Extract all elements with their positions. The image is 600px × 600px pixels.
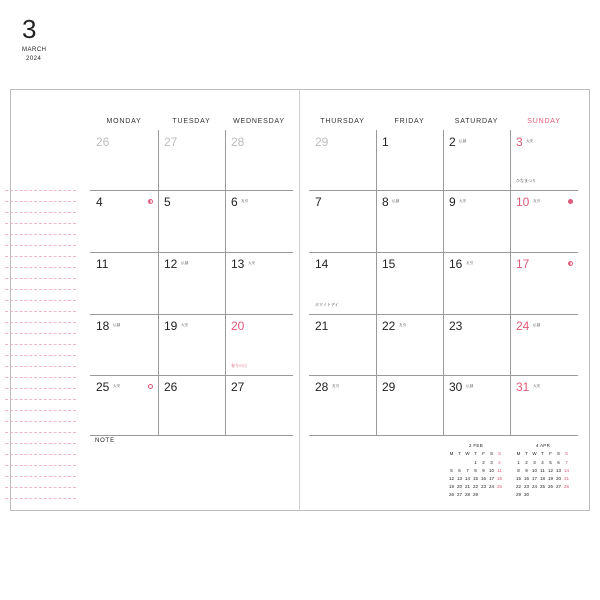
mini-calendar-weekday: F xyxy=(549,451,552,456)
mini-calendar-day: 16 xyxy=(523,476,529,481)
day-number: 10 xyxy=(516,195,530,209)
mini-calendar-day: 27 xyxy=(555,484,561,489)
grid-line xyxy=(309,435,578,436)
mini-calendar-day: 27 xyxy=(456,492,462,497)
memo-line xyxy=(5,300,76,301)
memo-line xyxy=(5,388,76,389)
mini-calendar-weekday: W xyxy=(532,451,537,456)
day-number: 16 xyxy=(449,257,463,271)
day-number: 8 xyxy=(382,195,389,209)
mini-calendar-day: 22 xyxy=(472,484,478,489)
day-number: 20 xyxy=(231,319,245,333)
memo-line xyxy=(5,344,76,345)
mini-calendar-day: 2 xyxy=(482,460,485,465)
memo-line xyxy=(5,399,76,400)
mini-calendar-day: 4 xyxy=(541,460,544,465)
mini-calendar-weekday: M xyxy=(516,451,521,456)
mini-calendar-day: 13 xyxy=(555,468,561,473)
day-number: 17 xyxy=(516,257,530,271)
mini-calendar-day: 17 xyxy=(488,476,494,481)
day-of-week-label: SUNDAY xyxy=(527,118,561,125)
mini-calendar-title: 2 FEB xyxy=(468,443,483,448)
rokuyo-label: 仏滅 xyxy=(392,199,400,203)
mini-calendar-day: 22 xyxy=(515,484,521,489)
mini-calendar-day: 20 xyxy=(555,476,561,481)
rokuyo-label: 大安 xyxy=(181,323,189,327)
mini-calendar-day: 20 xyxy=(456,484,462,489)
mini-calendar-day: 24 xyxy=(488,484,494,489)
mini-calendar-weekday: S xyxy=(556,451,560,456)
mini-calendar-day: 28 xyxy=(563,484,569,489)
day-of-week-label: WEDNESDAY xyxy=(233,118,285,125)
day-number: 11 xyxy=(96,257,109,271)
day-number: 19 xyxy=(164,319,178,333)
memo-line xyxy=(5,289,76,290)
holiday-label: ひなまつり xyxy=(516,178,536,183)
mini-calendar-day: 6 xyxy=(458,468,461,473)
day-number: 27 xyxy=(164,135,178,149)
month-year: 2024 xyxy=(26,56,42,62)
day-of-week-label: MONDAY xyxy=(106,118,142,125)
holiday-label: 春分の日 xyxy=(231,363,247,368)
day-number: 26 xyxy=(164,380,178,394)
mini-calendar-day: 11 xyxy=(497,468,502,473)
memo-line xyxy=(5,487,76,488)
grid-line xyxy=(443,130,444,435)
mini-calendar-day: 19 xyxy=(448,484,454,489)
day-of-week-label: THURSDAY xyxy=(320,118,365,125)
memo-line xyxy=(5,201,76,202)
mini-calendar-day: 5 xyxy=(450,468,453,473)
mini-calendar-day: 12 xyxy=(547,468,553,473)
day-number: 28 xyxy=(315,380,329,394)
mini-calendar-day: 8 xyxy=(474,468,477,473)
memo-line xyxy=(5,366,76,367)
mini-calendar-weekday: F xyxy=(482,451,485,456)
mini-calendar-day: 23 xyxy=(523,484,529,489)
mini-calendar-day: 29 xyxy=(515,492,521,497)
day-number: 1 xyxy=(382,135,389,149)
day-number: 23 xyxy=(449,319,463,333)
mini-calendar-day: 10 xyxy=(531,468,537,473)
day-number: 27 xyxy=(231,380,245,394)
memo-line xyxy=(5,355,76,356)
rokuyo-label: 友引 xyxy=(241,199,249,203)
mini-calendar-day: 14 xyxy=(464,476,470,481)
day-number: 26 xyxy=(96,135,110,149)
moon-phase-icon xyxy=(568,261,573,266)
grid-line xyxy=(90,190,293,191)
rokuyo-label: 大安 xyxy=(459,199,467,203)
grid-line xyxy=(510,130,511,435)
mini-calendar-day: 17 xyxy=(531,476,537,481)
rokuyo-label: 大安 xyxy=(248,261,256,265)
day-number: 13 xyxy=(231,257,245,271)
day-number: 22 xyxy=(382,319,396,333)
rokuyo-label: 友引 xyxy=(466,261,474,265)
mini-calendar-day: 10 xyxy=(488,468,494,473)
mini-calendar-day: 3 xyxy=(490,460,493,465)
grid-line xyxy=(90,252,293,253)
day-number: 21 xyxy=(315,319,329,333)
mini-calendar-day: 7 xyxy=(565,460,568,465)
memo-line xyxy=(5,454,76,455)
day-number: 31 xyxy=(516,380,530,394)
month-number: 3 xyxy=(22,14,37,44)
day-number: 15 xyxy=(382,257,396,271)
mini-calendar-day: 5 xyxy=(549,460,552,465)
memo-line xyxy=(5,465,76,466)
mini-calendar-weekday: S xyxy=(497,451,501,456)
note-label: NOTE xyxy=(95,438,115,444)
day-of-week-label: SATURDAY xyxy=(454,118,499,125)
holiday-label: ホワイトデイ xyxy=(315,302,339,307)
mini-calendar-weekday: T xyxy=(525,451,528,456)
mini-calendar-weekday: T xyxy=(541,451,544,456)
day-number: 4 xyxy=(96,195,103,209)
mini-calendar-day: 18 xyxy=(539,476,545,481)
memo-line xyxy=(5,443,76,444)
rokuyo-label: 大安 xyxy=(526,139,534,143)
mini-calendar-day: 13 xyxy=(456,476,462,481)
day-number: 9 xyxy=(449,195,456,209)
day-of-week-label: TUESDAY xyxy=(172,118,211,125)
mini-calendar-day: 14 xyxy=(563,468,569,473)
grid-line xyxy=(90,435,293,436)
mini-calendar-weekday: M xyxy=(449,451,454,456)
mini-calendar-day: 1 xyxy=(517,460,520,465)
day-number: 14 xyxy=(315,257,329,271)
day-number: 25 xyxy=(96,380,110,394)
grid-line xyxy=(90,314,293,315)
mini-calendar-day: 15 xyxy=(515,476,521,481)
rokuyo-label: 友引 xyxy=(332,384,340,388)
memo-line xyxy=(5,245,76,246)
rokuyo-label: 仏滅 xyxy=(466,384,474,388)
day-number: 28 xyxy=(231,135,245,149)
memo-line xyxy=(5,476,76,477)
grid-line xyxy=(225,130,226,435)
mini-calendar-day: 23 xyxy=(480,484,486,489)
mini-calendar-weekday: S xyxy=(564,451,568,456)
mini-calendar-day: 3 xyxy=(533,460,536,465)
grid-line xyxy=(90,375,293,376)
mini-calendar-weekday: T xyxy=(458,451,461,456)
mini-calendar-day: 8 xyxy=(517,468,520,473)
day-number: 5 xyxy=(164,195,171,209)
moon-phase-icon xyxy=(148,384,153,389)
rokuyo-label: 大安 xyxy=(533,384,541,388)
day-number: 3 xyxy=(516,135,523,149)
memo-line xyxy=(5,267,76,268)
mini-calendar-day: 6 xyxy=(557,460,560,465)
memo-line xyxy=(5,256,76,257)
memo-line xyxy=(5,498,76,499)
memo-line xyxy=(5,311,76,312)
month-name: MARCH xyxy=(22,47,47,53)
memo-line xyxy=(5,432,76,433)
mini-calendar-weekday: S xyxy=(489,451,493,456)
day-number: 18 xyxy=(96,319,110,333)
mini-calendar-day: 9 xyxy=(482,468,485,473)
mini-calendar-weekday: W xyxy=(465,451,470,456)
mini-calendar-day: 11 xyxy=(540,468,545,473)
mini-calendar-day: 2 xyxy=(525,460,528,465)
memo-line xyxy=(5,223,76,224)
memo-line xyxy=(5,410,76,411)
mini-calendar-day: 24 xyxy=(531,484,537,489)
mini-calendar-day: 9 xyxy=(525,468,528,473)
day-number: 29 xyxy=(382,380,396,394)
mini-calendar-day: 26 xyxy=(547,484,553,489)
day-number: 29 xyxy=(315,135,329,149)
day-of-week-label: FRIDAY xyxy=(394,118,425,125)
rokuyo-label: 友引 xyxy=(399,323,407,327)
mini-calendar-day: 30 xyxy=(523,492,529,497)
mini-calendar-day: 4 xyxy=(498,460,501,465)
day-number: 12 xyxy=(164,257,178,271)
mini-calendar-day: 12 xyxy=(448,476,454,481)
mini-calendar-title: 4 APR xyxy=(535,443,551,448)
memo-line xyxy=(5,278,76,279)
rokuyo-label: 大安 xyxy=(113,384,121,388)
mini-calendar-day: 18 xyxy=(496,476,502,481)
mini-calendar-day: 1 xyxy=(474,460,477,465)
memo-line xyxy=(5,333,76,334)
day-number: 24 xyxy=(516,319,530,333)
mini-calendar-day: 21 xyxy=(464,484,470,489)
memo-line xyxy=(5,212,76,213)
mini-calendar-day: 16 xyxy=(480,476,486,481)
grid-line xyxy=(158,130,159,435)
mini-calendar-day: 21 xyxy=(563,476,569,481)
mini-calendar-day: 7 xyxy=(466,468,469,473)
memo-line xyxy=(5,234,76,235)
mini-calendar-day: 29 xyxy=(472,492,478,497)
rokuyo-label: 仏滅 xyxy=(459,139,467,143)
moon-phase-icon xyxy=(568,199,573,204)
day-number: 6 xyxy=(231,195,238,209)
memo-line xyxy=(5,322,76,323)
day-number: 30 xyxy=(449,380,463,394)
rokuyo-label: 友引 xyxy=(533,199,541,203)
mini-calendar-day: 26 xyxy=(448,492,454,497)
memo-line xyxy=(5,421,76,422)
day-number: 2 xyxy=(449,135,456,149)
mini-calendar-day: 28 xyxy=(464,492,470,497)
rokuyo-label: 仏滅 xyxy=(181,261,189,265)
mini-calendar-day: 25 xyxy=(496,484,502,489)
memo-line xyxy=(5,377,76,378)
mini-calendar-day: 15 xyxy=(472,476,478,481)
mini-calendar-day: 19 xyxy=(547,476,553,481)
rokuyo-label: 仏滅 xyxy=(533,323,541,327)
memo-line xyxy=(5,190,76,191)
mini-calendar-day: 25 xyxy=(539,484,545,489)
day-number: 7 xyxy=(315,195,322,209)
moon-phase-icon xyxy=(148,199,153,204)
mini-calendar-weekday: T xyxy=(474,451,477,456)
grid-line xyxy=(376,130,377,435)
rokuyo-label: 仏滅 xyxy=(113,323,121,327)
